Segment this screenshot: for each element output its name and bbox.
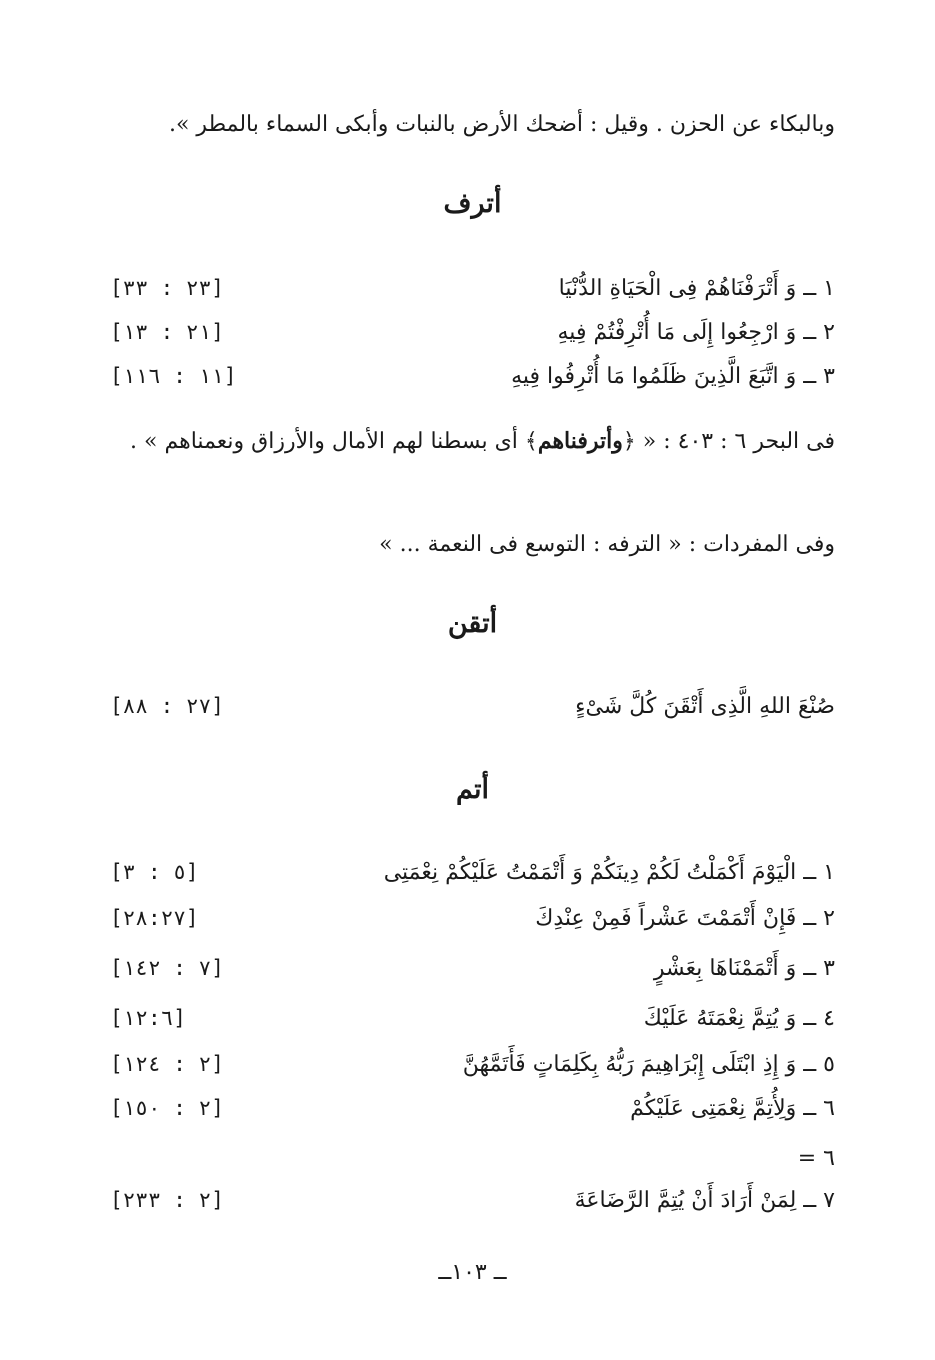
verse-reference: [٢١ : ١٣] (110, 320, 224, 344)
verse-text: ١ ــ الْيَوْمَ أَكْمَلْتُ لَكُمْ دِينَكُمْ وَ أَتْمَمْتُ عَلَيْكُمْ نِعْمَتِى (383, 860, 835, 885)
entry-row (110, 694, 835, 730)
verse-reference: [١٢:٦] (110, 1006, 186, 1030)
verse-text: ٢ ــ فَإِنْ أَتْمَمْتَ عَشْراً فَمِنْ عِنْدِكَ (535, 906, 835, 931)
entry-row (110, 276, 835, 312)
entry-row (110, 1052, 835, 1088)
verse-reference: [٢ : ٢٣٣] (110, 1188, 224, 1212)
verse-text: ٧ ــ لِمَنْ أَرَادَ أَنْ يُتِمَّ الرَّضَاعَةَ (574, 1188, 835, 1213)
verse-reference: [٢ : ١٥٠] (110, 1096, 224, 1120)
verse-reference: [٢٨:٢٧] (110, 906, 199, 930)
entry-row (110, 1096, 835, 1132)
entry-row (110, 860, 835, 896)
intro-line: وبالبكاء عن الحزن . وقيل : أضحك الأرض بالنبات وأبكى السماء بالمطر ». (168, 112, 835, 137)
verse-reference: [٢٧ : ٨٨] (110, 694, 224, 718)
entry-row (110, 1188, 835, 1224)
bahr-note-keyword: وأترفناهم (537, 428, 623, 454)
entry-row (110, 956, 835, 992)
section-heading-atamma: أتم (456, 774, 489, 805)
verse-reference: [١١ : ١١٦] (110, 364, 237, 388)
verse-text: ٣ ــ وَ اتَّبَعَ الَّذِينَ ظَلَمُوا مَا أُتْرِفُوا فِيهِ (511, 364, 835, 389)
verse-text: ٥ ــ وَ إِذِ ابْتَلَى إِبْرَاهِيمَ رَبُّهُ بِكَلِمَاتٍ فَأَتَمَّهُنَّ (462, 1052, 835, 1077)
verse-text: ٢ ــ وَ ارْجِعُوا إِلَى مَا أُتْرِفْتُمْ فِيهِ (557, 320, 835, 345)
document-page (110, 0, 835, 1360)
verse-text: ٤ ــ وَ يُتِمَّ نِعْمَتَهُ عَلَيْكَ (643, 1006, 835, 1031)
verse-text: صُنْعَ اللهِ الَّذِى أَتْقَنَ كُلَّ شَىْءٍ (575, 694, 835, 719)
verse-reference: [٢ : ١٢٤] (110, 1052, 224, 1076)
verse-reference: [٧ : ١٤٢] (110, 956, 224, 980)
bahr-note-post: ﴾ أى بسطنا لهم الأمال والأرزاق ونعمناهم » . (130, 429, 538, 454)
entry-row (110, 320, 835, 356)
entry-row (110, 906, 835, 942)
entry-row (110, 1006, 835, 1042)
verse-reference: [٥ : ٣] (110, 860, 199, 884)
mufradat-note: وفى المفردات : « الترفه : التوسع فى النعمة ... » (379, 532, 835, 557)
bahr-note (110, 424, 835, 459)
page-number: ــ ١٠٣ــ (438, 1260, 507, 1285)
verse-text: ١ ــ وَ أَتْرَفْنَاهُمْ فِى الْحَيَاةِ الدُّنْيَا (558, 276, 835, 301)
verse-text: ٣ ــ وَ أَتْمَمْنَاهَا بِعَشْرٍ (653, 956, 835, 981)
verse-text: ٦ ــ وَلِأُتِمَّ نِعْمَتِى عَلَيْكُمْ (630, 1096, 835, 1121)
equals-mark: = ٦ (797, 1146, 835, 1171)
verse-reference: [٢٣ : ٣٣] (110, 276, 224, 300)
bahr-note-pre: فى البحر ٦ : ٤٠٣ : « ﴿ (622, 429, 835, 454)
section-heading-atqana: أتقن (447, 608, 498, 639)
entry-row (110, 364, 835, 400)
section-heading-atrafa: أترف (443, 188, 502, 219)
